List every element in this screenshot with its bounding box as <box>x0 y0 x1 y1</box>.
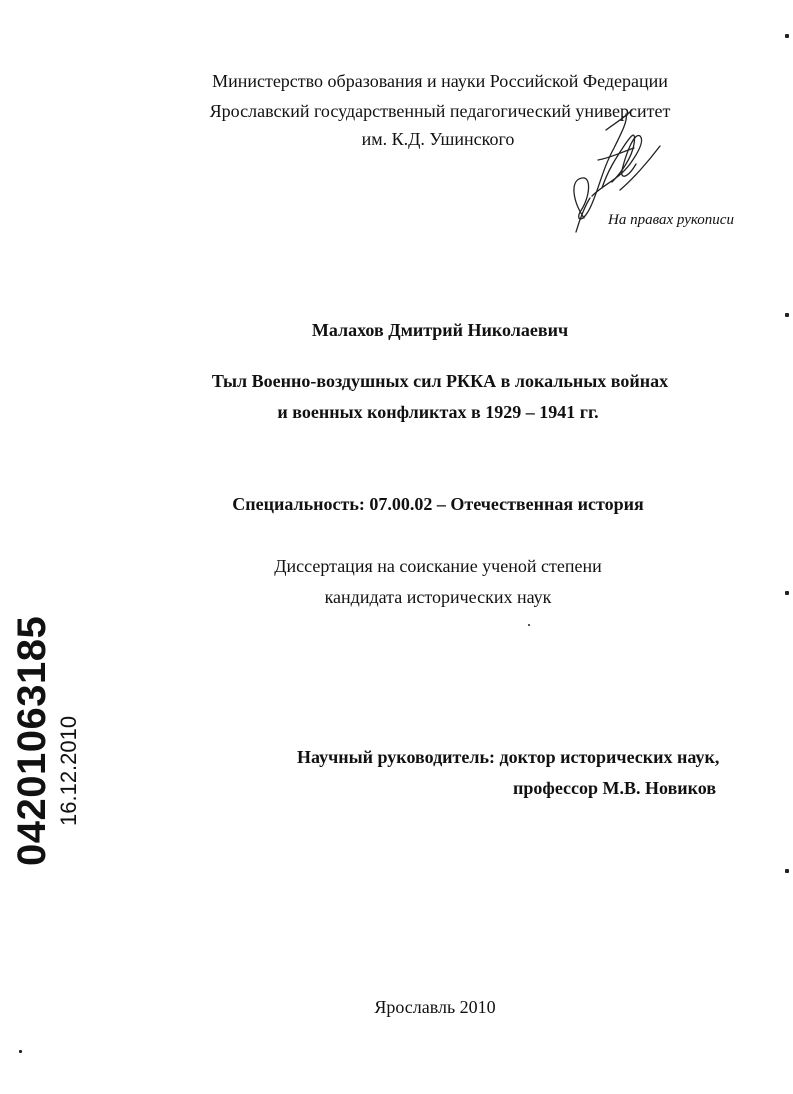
degree-line-2: кандидата исторических наук <box>324 587 552 607</box>
scan-mark <box>785 34 789 38</box>
degree-line-1: Диссертация на соискание ученой степени <box>274 556 602 576</box>
scan-mark <box>785 869 789 873</box>
author-name: Малахов Дмитрий Николаевич <box>311 320 569 340</box>
archive-stamp-date: 16.12.2010 <box>56 715 81 826</box>
named-after-line: им. К.Д. Ушинского <box>361 129 515 149</box>
scan-mark <box>785 313 789 317</box>
ministry-line: Министерство образования и науки Российской Федерации <box>212 71 668 91</box>
dissertation-title-line-2: и военных конфликтах в 1929 – 1941 гг. <box>277 402 599 422</box>
advisor-line-1: Научный руководитель: доктор исторических наук, <box>297 747 720 767</box>
city-year-line: Ярославль 2010 <box>374 997 496 1017</box>
university-line: Ярославский государственный педагогический университет <box>209 101 671 121</box>
scan-mark <box>19 1050 22 1053</box>
archive-stamp-number: 04201063185 <box>10 615 54 866</box>
specialty-line: Специальность: 07.00.02 – Отечественная история <box>232 494 644 514</box>
scan-mark <box>785 591 789 595</box>
dissertation-title-line-1: Тыл Военно-воздушных сил РККА в локальных войнах <box>211 371 669 391</box>
scan-mark <box>528 624 530 626</box>
advisor-line-2: профессор М.В. Новиков <box>513 778 717 798</box>
manuscript-note: На правах рукописи <box>608 212 734 228</box>
